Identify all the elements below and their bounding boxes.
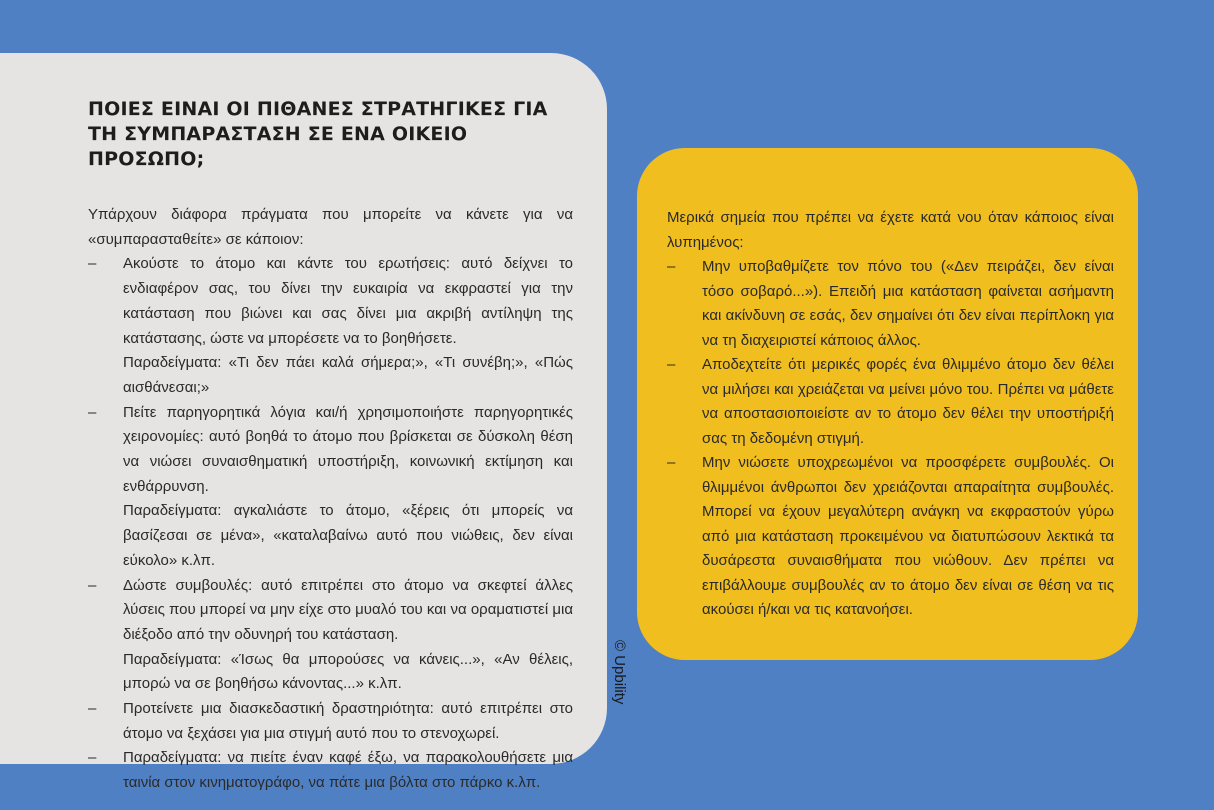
dash-bullet: – bbox=[667, 258, 676, 275]
strategy-text: Προτείνετε μια διασκεδαστική δραστηριότητα: αυτό επιτρέπει στο άτομο να ξεχάσει για μια στιγμή αυτό που το στενοχωρεί. bbox=[123, 700, 573, 742]
tip-item bbox=[667, 451, 1114, 623]
strategy-example: Παραδείγματα: αγκαλιάστε το άτομο, «ξέρεις ότι μπορείς να βασίζεσαι σε μένα», «καταλαβαίνω αυτό που νιώθεις, δεν είναι εύκολο» κ.λπ. bbox=[123, 502, 573, 569]
tips-card bbox=[637, 148, 1138, 660]
tips-intro: Μερικά σημεία που πρέπει να έχετε κατά νου όταν κάποιος είναι λυπημένος: bbox=[667, 209, 1114, 251]
strategy-example: Παραδείγματα: «Τι δεν πάει καλά σήμερα;», «Τι συνέβη;», «Πώς αισθάνεσαι;» bbox=[123, 354, 573, 396]
strategy-text: Πείτε παρηγορητικά λόγια και/ή χρησιμοποιήστε παρηγορητικές χειρονομίες: αυτό βοηθά το άτομο που βρίσκεται σε δύσκολη θέση να νιώσει συναισθηματική υποστήριξη, κοινωνική εκτίμηση και ενθάρρυνση. bbox=[123, 403, 573, 495]
strategy-item bbox=[88, 697, 573, 746]
strategy-text: Ακούστε το άτομο και κάντε του ερωτήσεις: αυτό δείχνει το ενδιαφέρον σας, του δίνει την ευκαιρία να εκφραστεί για την κατάσταση που βιώνει και σας δίνει μια ακριβή αντίληψη της κατάστασης, ώστε να μπορέσετε να το βοηθήσετε. bbox=[123, 255, 573, 347]
tip-text: Μην υποβαθμίζετε τον πόνο του («Δεν πειράζει, δεν είναι τόσο σοβαρό...»). Επειδή μια κατάσταση φαίνεται ασήμαντη και ακίνδυνη σε εσάς, δεν σημαίνει ότι δεν είναι περίπλοκη για να τη διαχειριστεί κάποιος άλλος. bbox=[702, 258, 1114, 349]
tip-item bbox=[667, 255, 1114, 353]
dash-bullet: – bbox=[88, 576, 97, 594]
strategy-text: Δώστε συμβουλές: αυτό επιτρέπει στο άτομο να σκεφτεί άλλες λύσεις που μπορεί να μην είχε στο μυαλό του και να οραματιστεί μια διέξοδο από την οδυνηρή του κατάσταση. bbox=[123, 576, 573, 643]
strategy-item bbox=[88, 401, 573, 500]
strategy-item bbox=[88, 746, 573, 795]
strategies-heading: ΠΟΙΕΣ ΕΙΝΑΙ ΟΙ ΠΙΘΑΝΕΣ ΣΤΡΑΤΗΓΙΚΕΣ ΓΙΑ ΤΗ ΣΥΜΠΑΡΑΣΤΑΣΗ ΣΕ ΕΝΑ ΟΙΚΕΙΟ ΠΡΟΣΩΠΟ; bbox=[88, 98, 548, 170]
dash-bullet: – bbox=[88, 255, 97, 273]
dash-bullet: – bbox=[667, 454, 676, 471]
dash-bullet: – bbox=[88, 749, 97, 767]
strategies-card bbox=[0, 53, 607, 792]
dash-bullet: – bbox=[667, 356, 676, 373]
dash-bullet: – bbox=[88, 403, 97, 421]
copyright-label: © Upbility bbox=[611, 640, 628, 705]
tip-text: Αποδεχτείτε ότι μερικές φορές ένα θλιμμένο άτομο δεν θέλει να μιλήσει και χρειάζεται να μείνει μόνο του. Πρέπει να μάθετε να αποστασιοποιείστε αν το άτομο δεν θέλει την υποστήριξή σας τη δεδομένη στιγμή. bbox=[702, 356, 1114, 447]
tip-item bbox=[667, 353, 1114, 451]
dash-bullet: – bbox=[88, 700, 97, 718]
tip-text: Μην νιώσετε υποχρεωμένοι να προσφέρετε συμβουλές. Οι θλιμμένοι άνθρωποι δεν χρειάζονται απαραίτητα συμβουλές. Μπορεί να έχουν μεγαλύτερη ανάγκη να εκφραστούν γύρω από μια κατάσταση προκειμένου να διατυπώσουν λεκτικά τα δυσάρεστα συναισθήματα που νιώθουν. Δεν πρέπει να επιβάλλουμε συμβουλές αν το άτομο δεν είναι σε θέση να τις ακούσει ή/και να τις κατανοήσει. bbox=[702, 454, 1114, 618]
strategy-text: Παραδείγματα: να πιείτε έναν καφέ έξω, να παρακολουθήσετε μια ταινία στον κινηματογράφο, να πάτε μια βόλτα στο πάρκο κ.λπ. bbox=[123, 749, 573, 792]
strategy-item bbox=[88, 252, 573, 351]
strategies-intro: Υπάρχουν διάφορα πράγματα που μπορείτε να κάνετε για να «συμπαρασταθείτε» σε κάποιον: bbox=[88, 206, 573, 248]
strategy-example: Παραδείγματα: «Ίσως θα μπορούσες να κάνεις...», «Αν θέλεις, μπορώ να σε βοηθήσω κάνοντας...» κ.λπ. bbox=[123, 650, 573, 693]
strategy-item bbox=[88, 574, 573, 648]
